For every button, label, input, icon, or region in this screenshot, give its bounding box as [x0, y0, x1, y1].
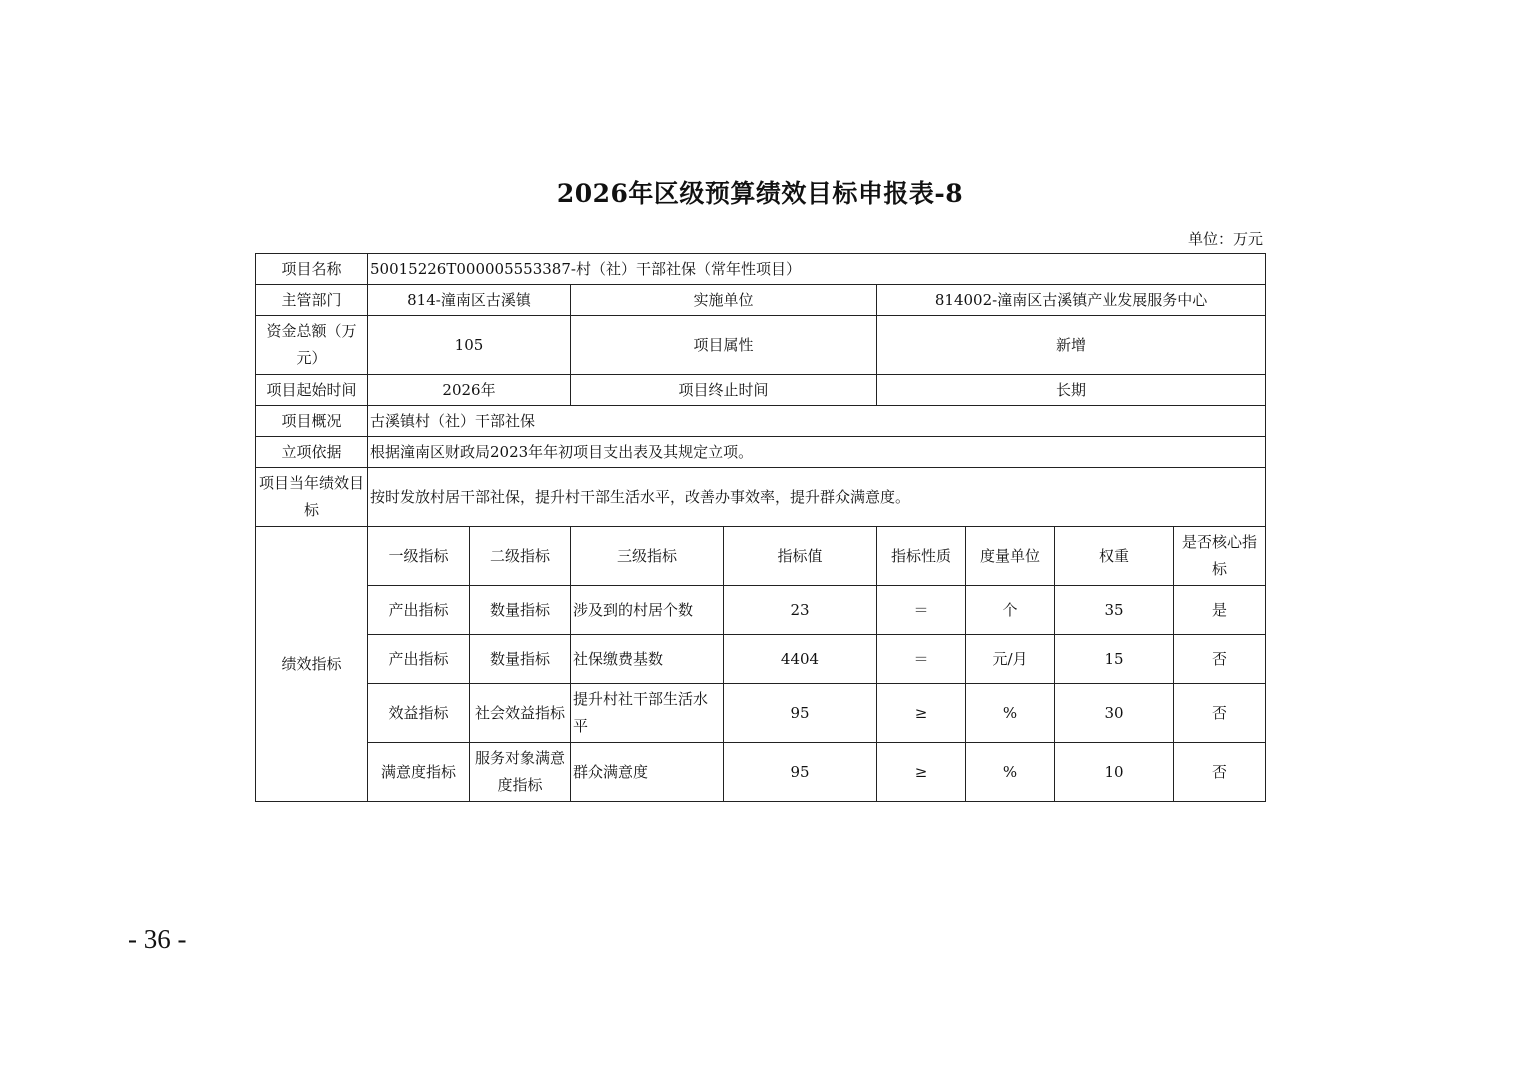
indicator-cell: 个	[966, 586, 1055, 635]
attr-label: 项目属性	[571, 316, 877, 375]
indicator-cell: 否	[1174, 635, 1266, 684]
indicator-cell: 社会效益指标	[470, 684, 571, 743]
department-row	[256, 285, 1266, 316]
indicator-row	[256, 586, 1266, 635]
overview-label: 项目概况	[256, 406, 368, 437]
indicator-cell: 服务对象满意度指标	[470, 743, 571, 802]
period-row	[256, 375, 1266, 406]
indicator-row	[256, 635, 1266, 684]
impl-value: 814002-潼南区古溪镇产业发展服务中心	[877, 285, 1266, 316]
indicator-cell: 95	[724, 684, 877, 743]
attr-value: 新增	[877, 316, 1266, 375]
indicator-cell: 数量指标	[470, 586, 571, 635]
header-cell: 权重	[1055, 527, 1174, 586]
unit-label: 单位：万元	[1187, 230, 1263, 248]
indicator-cell: 30	[1055, 684, 1174, 743]
end-label: 项目终止时间	[571, 375, 877, 406]
indicator-cell: %	[966, 684, 1055, 743]
funds-value: 105	[368, 316, 571, 375]
header-cell: 三级指标	[571, 527, 724, 586]
indicator-cell: 涉及到的村居个数	[571, 586, 724, 635]
goal-label: 项目当年绩效目标	[256, 468, 368, 527]
indicator-cell: 元/月	[966, 635, 1055, 684]
funds-row	[256, 316, 1266, 375]
indicator-cell: 社保缴费基数	[571, 635, 724, 684]
header-cell: 指标值	[724, 527, 877, 586]
indicator-cell: 23	[724, 586, 877, 635]
indicator-cell: ≥	[877, 684, 966, 743]
indicator-header-row	[256, 527, 1266, 586]
indicator-cell: 10	[1055, 743, 1174, 802]
indicators-section-label: 绩效指标	[256, 527, 368, 802]
indicator-cell: 满意度指标	[368, 743, 470, 802]
indicator-cell: 35	[1055, 586, 1174, 635]
page-title: 2026年区级预算绩效目标申报表-8	[556, 179, 964, 208]
dept-label: 主管部门	[256, 285, 368, 316]
performance-target-table	[255, 253, 1266, 802]
indicator-cell: ＝	[877, 635, 966, 684]
indicator-cell: 产出指标	[368, 635, 470, 684]
end-value: 长期	[877, 375, 1266, 406]
header-cell: 度量单位	[966, 527, 1055, 586]
goal-value: 按时发放村居干部社保，提升村干部生活水平，改善办事效率，提升群众满意度。	[368, 468, 1266, 527]
indicator-cell: 15	[1055, 635, 1174, 684]
header-cell: 是否核心指标	[1174, 527, 1266, 586]
overview-value: 古溪镇村（社）干部社保	[368, 406, 1266, 437]
project-name-label: 项目名称	[256, 254, 368, 285]
indicator-cell: 提升村社干部生活水平	[571, 684, 724, 743]
indicator-cell: 产出指标	[368, 586, 470, 635]
basis-label: 立项依据	[256, 437, 368, 468]
goal-row	[256, 468, 1266, 527]
page-number: - 36 -	[128, 924, 187, 954]
indicator-cell: 4404	[724, 635, 877, 684]
project-name-value: 50015226T000005553387-村（社）干部社保（常年性项目）	[368, 254, 1266, 285]
funds-label: 资金总额（万元）	[256, 316, 368, 375]
indicator-cell: 群众满意度	[571, 743, 724, 802]
header-cell: 二级指标	[470, 527, 571, 586]
header-cell: 一级指标	[368, 527, 470, 586]
start-label: 项目起始时间	[256, 375, 368, 406]
project-name-row	[256, 254, 1266, 285]
impl-label: 实施单位	[571, 285, 877, 316]
indicator-cell: 效益指标	[368, 684, 470, 743]
indicator-row	[256, 684, 1266, 743]
indicator-cell: 否	[1174, 743, 1266, 802]
indicator-cell: %	[966, 743, 1055, 802]
indicator-cell: ≥	[877, 743, 966, 802]
indicator-cell: 否	[1174, 684, 1266, 743]
overview-row	[256, 406, 1266, 437]
basis-value: 根据潼南区财政局2023年年初项目支出表及其规定立项。	[368, 437, 1266, 468]
header-cell: 指标性质	[877, 527, 966, 586]
indicator-cell: ＝	[877, 586, 966, 635]
indicator-row	[256, 743, 1266, 802]
indicator-cell: 是	[1174, 586, 1266, 635]
indicator-cell: 数量指标	[470, 635, 571, 684]
dept-value: 814-潼南区古溪镇	[368, 285, 571, 316]
indicator-cell: 95	[724, 743, 877, 802]
start-value: 2026年	[368, 375, 571, 406]
basis-row	[256, 437, 1266, 468]
